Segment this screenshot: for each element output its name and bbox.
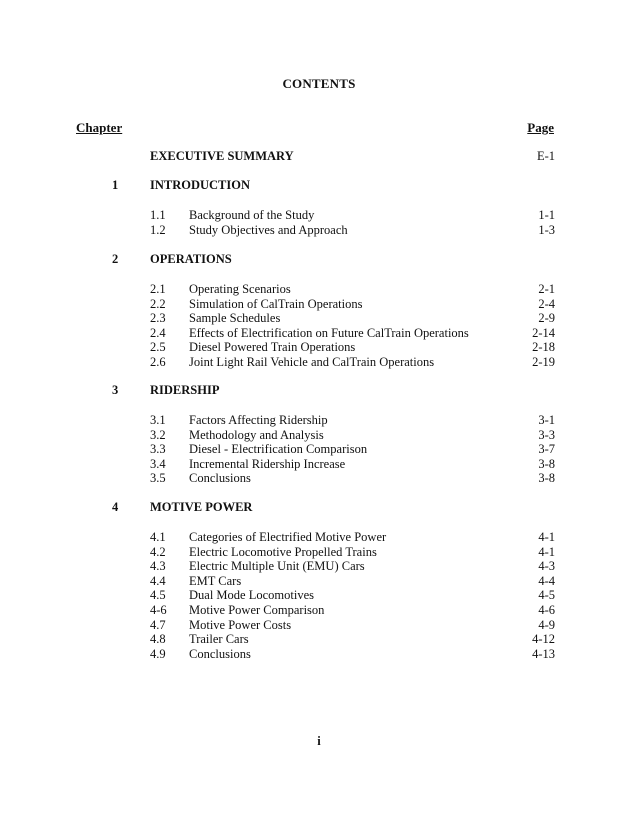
section-row [0,530,638,545]
section-row [0,588,638,603]
section-page: 4-12 [532,632,555,647]
section-title: Incremental Ridership Increase [189,456,346,471]
section-title: Sample Schedules [189,311,281,326]
section-title: Trailer Cars [189,632,249,647]
chapter-title: OPERATIONS [150,252,232,266]
section-number: 2.4 [150,325,166,340]
section-page: 1-3 [538,222,555,237]
section-page: 4-4 [538,573,555,588]
section-number: 3.2 [150,427,166,442]
section-number: 3.5 [150,471,166,486]
section-title: Study Objectives and Approach [189,222,348,237]
section-number: 4.8 [150,632,166,647]
section-number: 2.3 [150,311,166,326]
section-row [0,326,638,341]
section-number: 3.1 [150,413,166,427]
section-title: Categories of Electrified Motive Power [189,530,387,544]
section-row [0,618,638,633]
section-page: 4-1 [538,544,555,559]
chapter-column-header: Chapter [76,120,123,135]
section-title: Conclusions [189,471,251,486]
section-title: Electric Locomotive Propelled Trains [189,544,377,559]
section-page: 4-3 [538,559,555,574]
section-page: 3-3 [538,427,555,442]
section-number: 2.1 [150,282,166,296]
chapter-row [0,178,638,193]
page-number: i [317,734,321,748]
section-number: 3.4 [150,456,166,471]
section-row [0,632,638,647]
section-page: 4-5 [538,588,555,603]
section-title: Joint Light Rail Vehicle and CalTrain Operations [189,355,435,369]
section-title: Electric Multiple Unit (EMU) Cars [189,559,365,574]
section-title: Operating Scenarios [189,282,291,296]
chapter-number: 1 [112,178,119,192]
section-row [0,223,638,238]
section-row [0,208,638,223]
section-row [0,559,638,574]
section-page: 2-18 [532,340,555,355]
section-number: 4.9 [150,646,166,661]
section-title: Methodology and Analysis [189,427,324,442]
section-number: 4.7 [150,617,166,632]
section-row [0,603,638,618]
section-page: 3-7 [538,442,555,457]
section-row [0,413,638,428]
section-page: 4-9 [538,617,555,632]
section-number: 2.5 [150,340,166,355]
executive-summary-page: E-1 [536,149,555,163]
section-number: 1.2 [150,222,166,237]
section-page: 3-1 [538,413,555,427]
section-row [0,297,638,312]
chapter-title: INTRODUCTION [150,178,251,192]
section-page: 4-1 [538,530,555,544]
section-number: 2.2 [150,296,166,311]
chapter-row [0,383,638,398]
section-title: EMT Cars [189,573,242,588]
chapter-title: MOTIVE POWER [150,500,253,514]
section-page: 1-1 [538,208,555,222]
chapter-row [0,252,638,267]
section-page: 2-19 [532,355,555,369]
section-number: 4.2 [150,544,166,559]
section-number: 2.6 [150,355,166,369]
section-page: 4-6 [538,603,555,617]
section-number: 4.3 [150,559,166,574]
executive-summary-row [0,149,638,164]
section-title: Dual Mode Locomotives [189,588,314,603]
section-page: 4-13 [532,646,555,661]
section-row [0,545,638,560]
chapter-number: 4 [112,500,119,514]
chapter-row [0,500,638,515]
section-row [0,647,638,662]
section-row [0,428,638,443]
page-title: CONTENTS [282,76,356,91]
chapter-number: 3 [112,383,119,397]
chapter-number: 2 [112,252,119,266]
section-title: Effects of Electrification on Future CalTrain Operations [189,325,469,340]
section-title: Diesel Powered Train Operations [189,340,356,355]
section-page: 3-8 [538,456,555,471]
section-title: Motive Power Costs [189,617,292,632]
executive-summary-title: EXECUTIVE SUMMARY [150,149,294,163]
section-title: Background of the Study [189,208,315,222]
section-title: Factors Affecting Ridership [189,413,328,427]
chapter-title: RIDERSHIP [150,383,220,397]
section-row [0,340,638,355]
section-number: 1.1 [150,208,166,222]
section-title: Motive Power Comparison [189,603,325,617]
section-row [0,471,638,486]
section-title: Diesel - Electrification Comparison [189,442,368,457]
section-row [0,574,638,589]
section-page: 2-9 [538,311,555,326]
section-page: 2-1 [538,282,555,296]
section-row [0,311,638,326]
section-page: 2-4 [538,296,555,311]
section-row [0,355,638,370]
page-column-header: Page [527,120,554,135]
section-page: 2-14 [532,325,555,340]
section-page: 3-8 [538,471,555,486]
section-number: 3.3 [150,442,166,457]
section-row [0,457,638,472]
section-title: Simulation of CalTrain Operations [189,296,363,311]
section-row [0,442,638,457]
section-number: 4-6 [150,603,167,617]
section-row [0,282,638,297]
section-number: 4.1 [150,530,166,544]
section-title: Conclusions [189,646,251,661]
section-number: 4.5 [150,588,166,603]
section-number: 4.4 [150,573,166,588]
